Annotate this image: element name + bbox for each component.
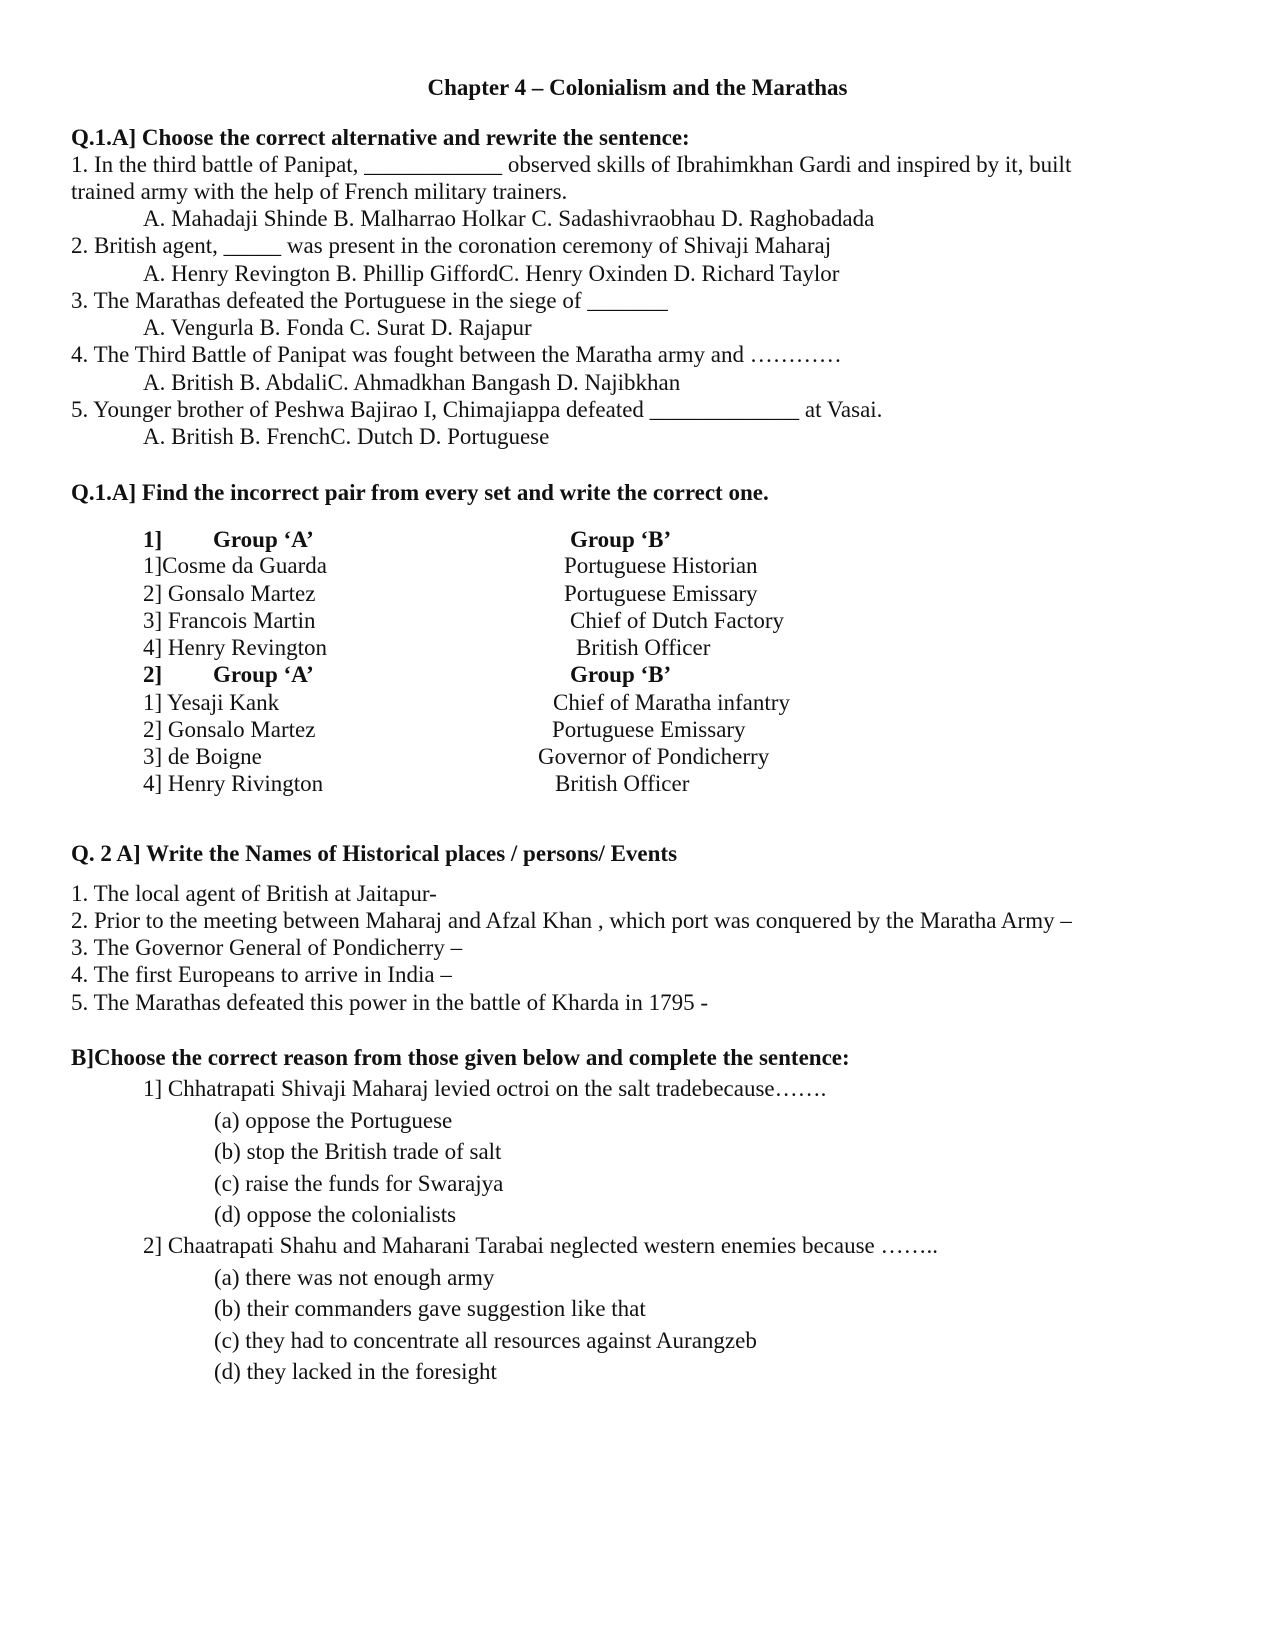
reason-option: (b) stop the British trade of salt — [214, 1139, 502, 1164]
reason-option: (c) raise the funds for Swarajya — [214, 1171, 504, 1196]
mcq-options-2: A. Henry Revington B. Phillip GiffordC. Henry Oxinden D. Richard Taylor — [143, 261, 840, 286]
pair-b: Chief of Dutch Factory — [570, 608, 784, 633]
q1a-heading: Q.1.A] Choose the correct alternative and rewrite the sentence: — [71, 125, 690, 150]
pair-set-number: 1] — [143, 527, 163, 552]
reason-option: (a) there was not enough army — [214, 1265, 495, 1290]
mcq-question-4: 4. The Third Battle of Panipat was fought between the Maratha army and ………… — [71, 342, 842, 367]
mcq-options-3: A. Vengurla B. Fonda C. Surat D. Rajapur — [143, 315, 532, 340]
mcq-question-3: 3. The Marathas defeated the Portuguese in the siege of _______ — [71, 288, 668, 313]
q2a-heading: Q. 2 A] Write the Names of Historical places / persons/ Events — [71, 841, 678, 866]
group-b-header: Group ‘B’ — [570, 527, 672, 552]
mcq-question-1-continued: trained army with the help of French military trainers. — [71, 179, 568, 204]
reason-option: (b) their commanders gave suggestion like that — [214, 1296, 646, 1321]
pair-b: Chief of Maratha infantry — [553, 690, 790, 715]
reason-question-1: 1] Chhatrapati Shivaji Maharaj levied octroi on the salt tradebecause……. — [143, 1076, 827, 1101]
pair-b: British Officer — [555, 771, 690, 796]
group-a-header: Group ‘A’ — [213, 662, 314, 687]
q2a-item: 1. The local agent of British at Jaitapur- — [71, 881, 437, 906]
pairs-heading: Q.1.A] Find the incorrect pair from every set and write the correct one. — [71, 480, 769, 505]
pair-b: Portuguese Emissary — [552, 717, 746, 742]
pair-a: 4] Henry Revington — [143, 635, 327, 660]
group-a-header: Group ‘A’ — [213, 527, 314, 552]
mcq-options-4: A. British B. AbdaliC. Ahmadkhan Bangash D. Najibkhan — [143, 370, 681, 395]
pair-b: Portuguese Emissary — [564, 581, 758, 606]
mcq-options-1: A. Mahadaji Shinde B. Malharrao Holkar C. Sadashivraobhau D. Raghobadada — [143, 206, 875, 231]
pair-a: 3] Francois Martin — [143, 608, 316, 633]
reason-option: (a) oppose the Portuguese — [214, 1108, 453, 1133]
pair-b: Governor of Pondicherry — [538, 744, 770, 769]
pair-a: 2] Gonsalo Martez — [143, 717, 316, 742]
page-title: Chapter 4 – Colonialism and the Marathas — [427, 75, 848, 100]
mcq-question-1: 1. In the third battle of Panipat, ____________ observed skills of Ibrahimkhan Gardi and inspired by it, built — [71, 152, 1072, 177]
pair-a: 3] de Boigne — [143, 744, 262, 769]
reason-option: (c) they had to concentrate all resources against Aurangzeb — [214, 1328, 757, 1353]
mcq-question-5: 5. Younger brother of Peshwa Bajirao I, Chimajiappa defeated _____________ at Vasai. — [71, 397, 883, 422]
pair-a: 1]Cosme da Guarda — [143, 553, 327, 578]
reason-option: (d) they lacked in the foresight — [214, 1359, 497, 1384]
q2a-item: 3. The Governor General of Pondicherry – — [71, 935, 463, 960]
q2a-item: 5. The Marathas defeated this power in the battle of Kharda in 1795 - — [71, 990, 708, 1015]
pair-a: 2] Gonsalo Martez — [143, 581, 316, 606]
q2a-item: 2. Prior to the meeting between Maharaj and Afzal Khan , which port was conquered by the Maratha Army – — [71, 908, 1072, 933]
pair-set-number: 2] — [143, 662, 163, 687]
mcq-options-5: A. British B. FrenchC. Dutch D. Portuguese — [143, 424, 550, 449]
pair-b: Portuguese Historian — [564, 553, 758, 578]
pair-a: 1] Yesaji Kank — [143, 690, 280, 715]
reason-option: (d) oppose the colonialists — [214, 1202, 457, 1227]
pair-a: 4] Henry Rivington — [143, 771, 324, 796]
pair-b: British Officer — [576, 635, 711, 660]
mcq-question-2: 2. British agent, _____ was present in the coronation ceremony of Shivaji Maharaj — [71, 233, 832, 258]
reason-question-2: 2] Chaatrapati Shahu and Maharani Tarabai neglected western enemies because …….. — [143, 1233, 938, 1258]
group-b-header: Group ‘B’ — [570, 662, 672, 687]
q2b-heading: B]Choose the correct reason from those given below and complete the sentence: — [71, 1045, 850, 1070]
q2a-item: 4. The first Europeans to arrive in India – — [71, 962, 452, 987]
